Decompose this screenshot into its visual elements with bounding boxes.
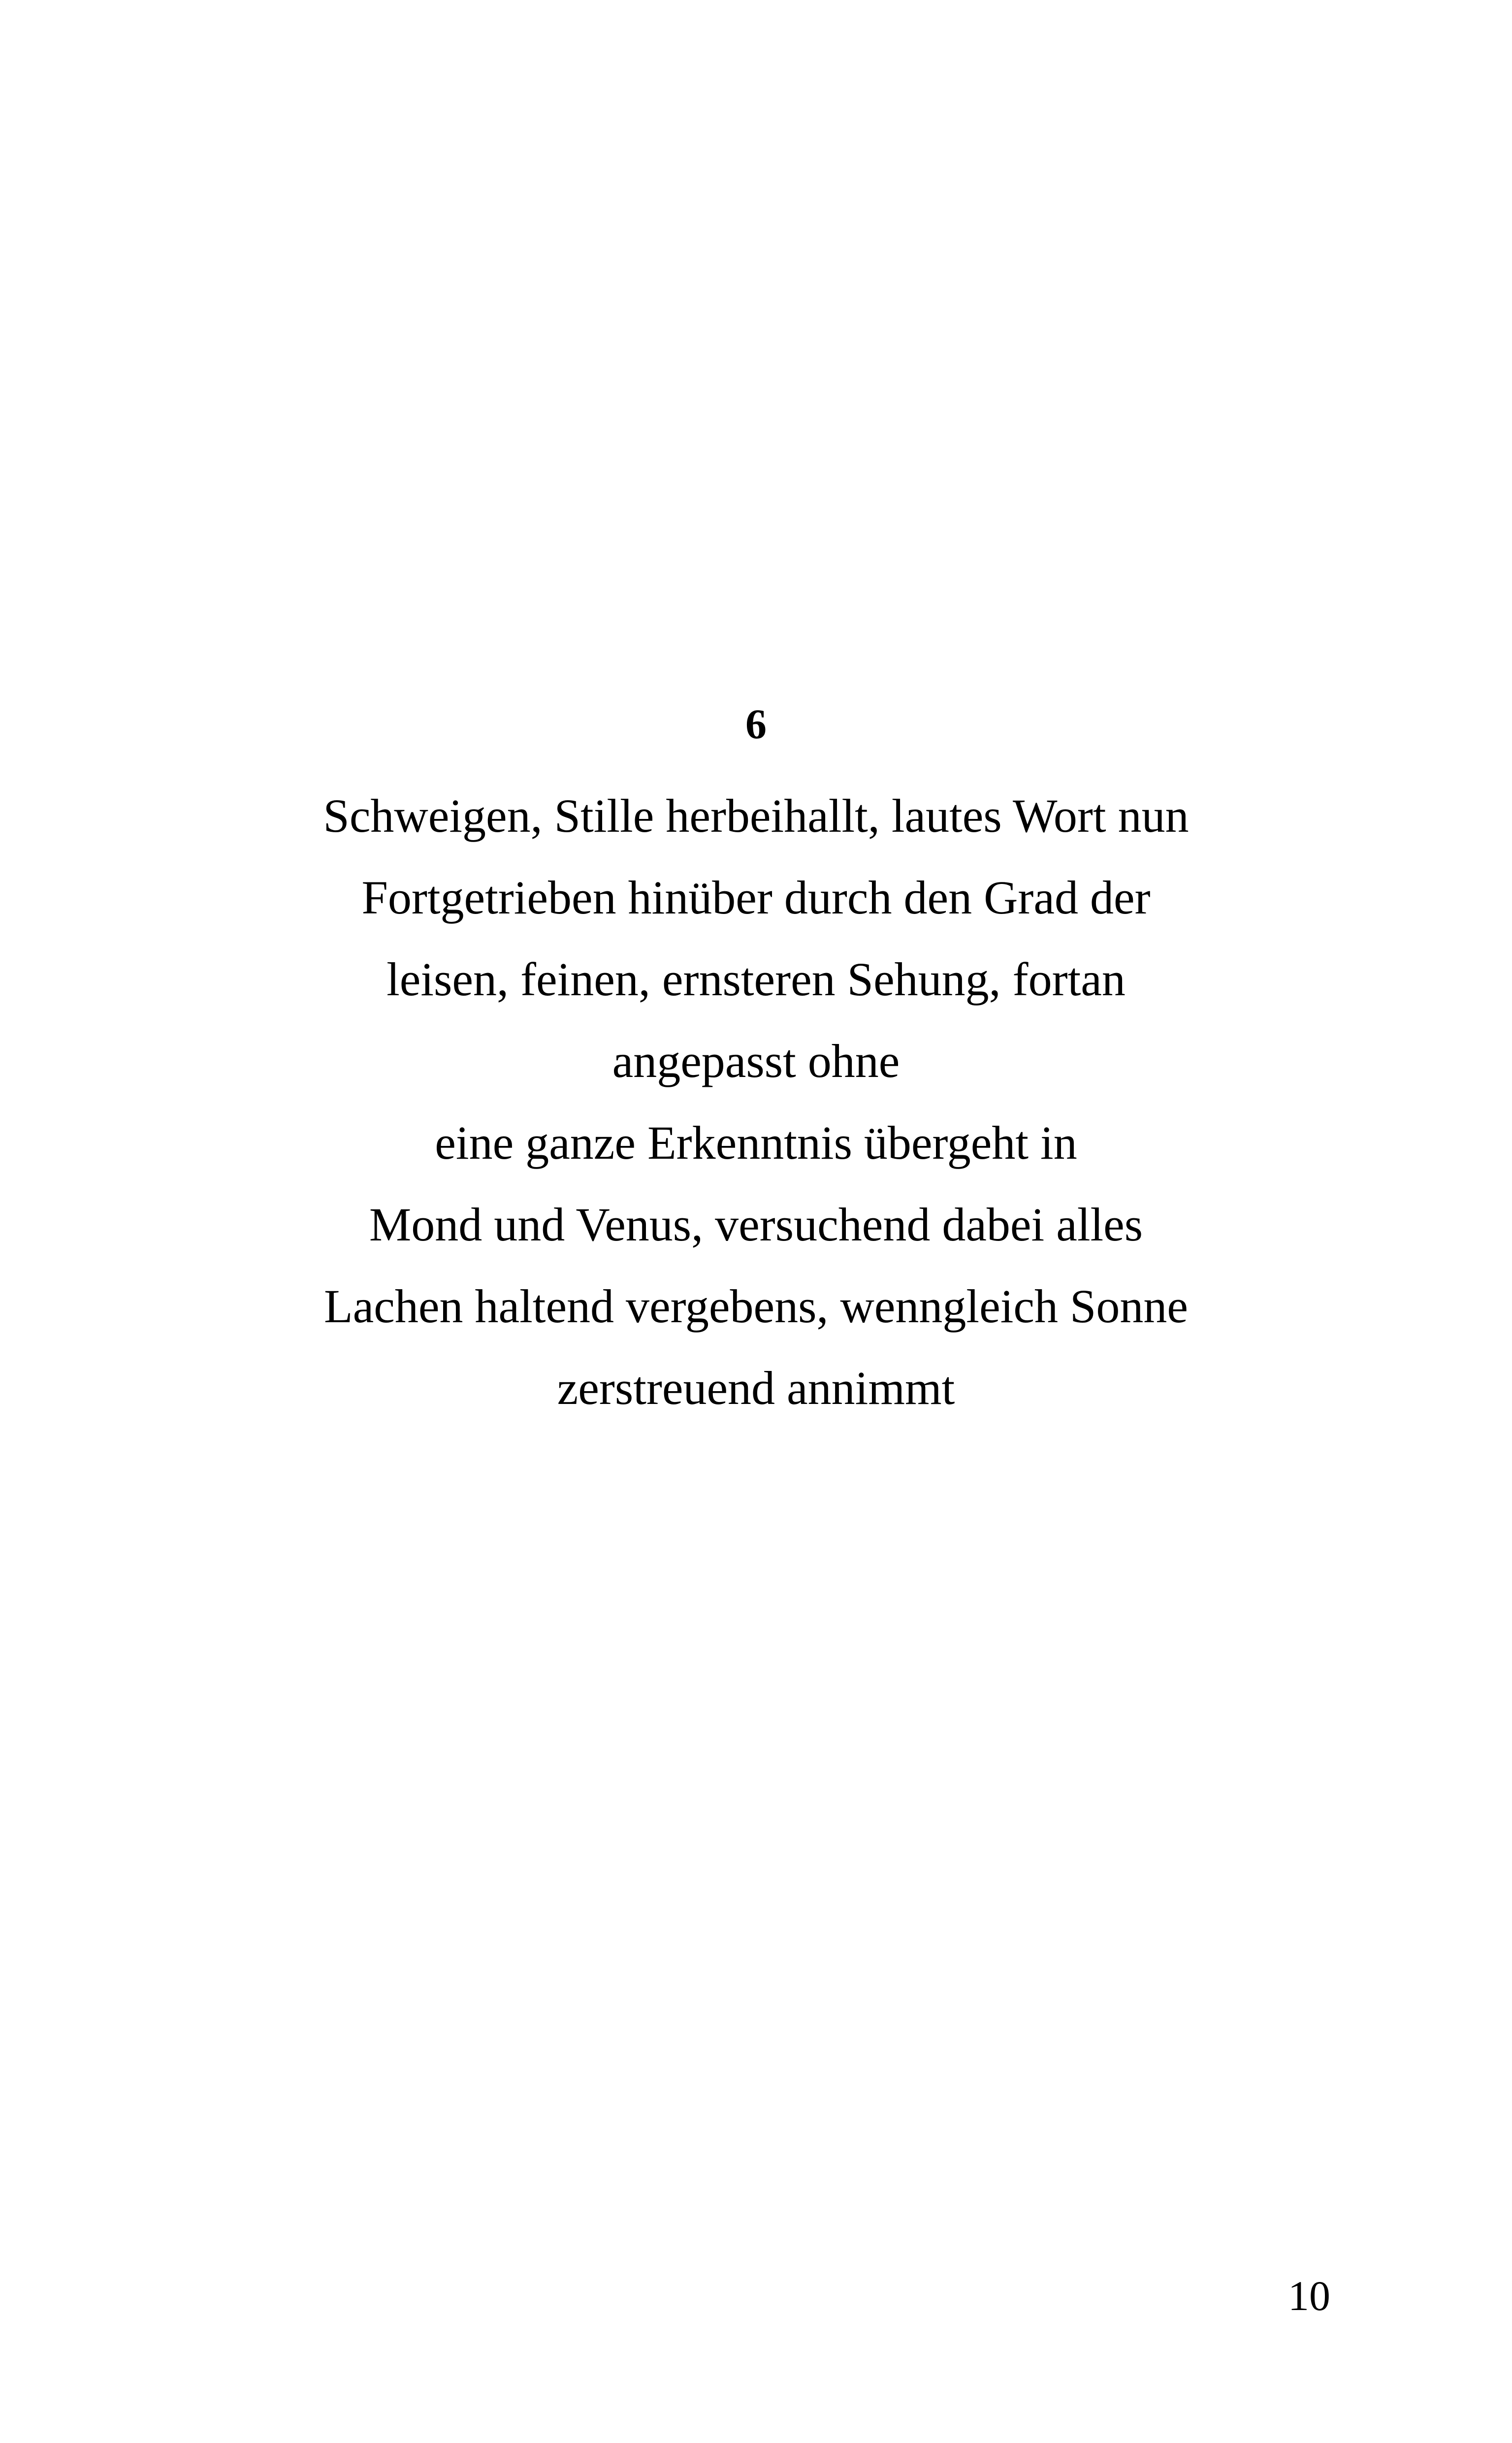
poem-line: Mond und Venus, versuchend dabei alles	[369, 1198, 1143, 1251]
poem-line: leisen, feinen, ernsteren Sehung, fortan	[386, 953, 1126, 1006]
poem-line: Lachen haltend vergebens, wenngleich Sonne	[324, 1280, 1188, 1333]
poem-line: Fortgetrieben hinüber durch den Grad der	[361, 871, 1151, 924]
page-number: 10	[1288, 2272, 1330, 2319]
poem-block	[0, 694, 1512, 1429]
poem-line: angepasst ohne	[612, 1035, 900, 1087]
poem-line: eine ganze Erkenntnis übergeht in	[435, 1116, 1077, 1169]
poem-line: zerstreuend annimmt	[557, 1362, 955, 1414]
poem-number: 6	[745, 700, 767, 748]
poem-line: Schweigen, Stille herbeihallt, lautes Wort nun	[323, 789, 1189, 842]
